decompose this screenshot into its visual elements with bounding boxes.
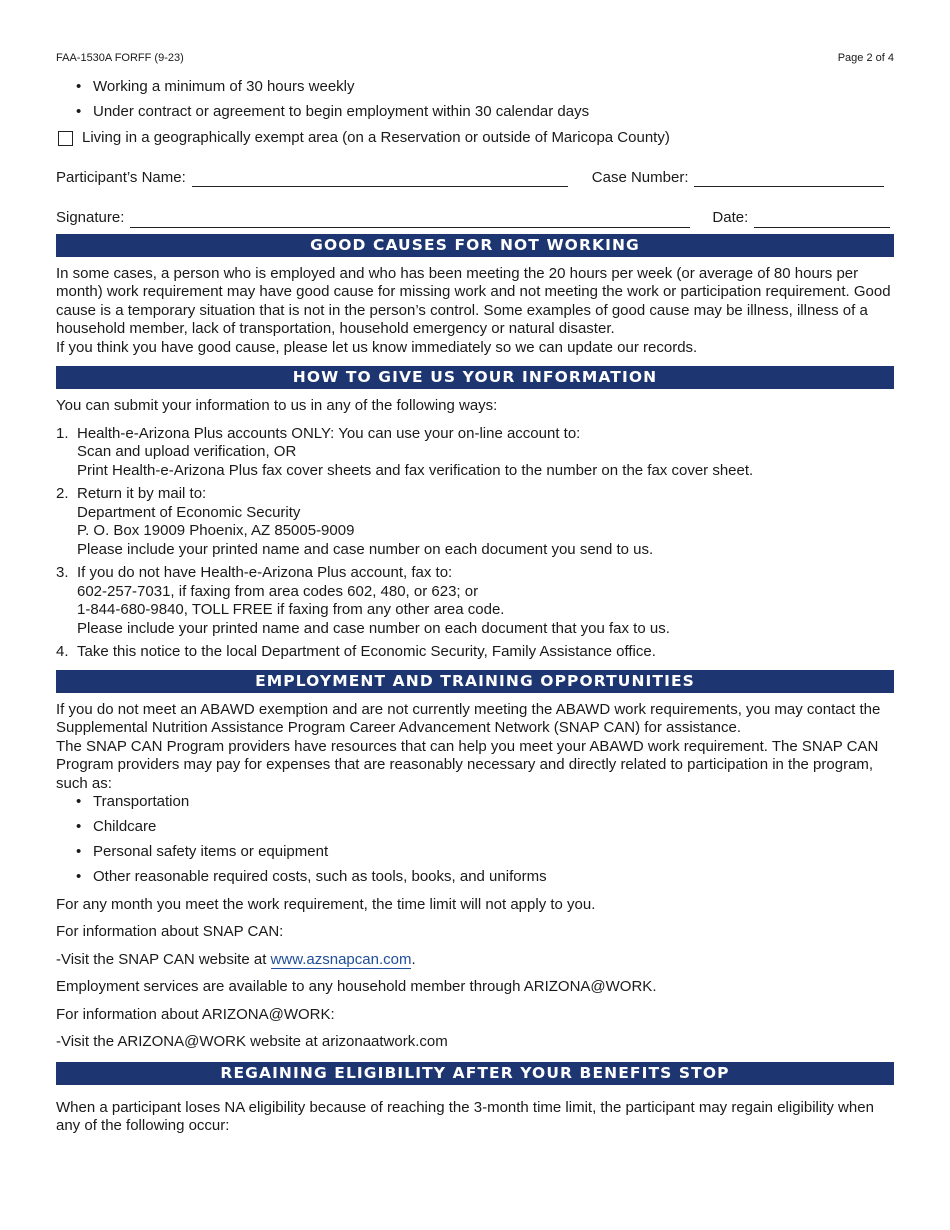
list-item: • Under contract or agreement to begin employment within 30 calendar days [76, 103, 894, 122]
submission-methods [56, 425, 894, 662]
employment-heading: EMPLOYMENT AND TRAINING OPPORTUNITIES [56, 670, 894, 693]
signature-label: Signature: [56, 209, 125, 226]
how-to-intro: You can submit your information to us in any of the following ways: [56, 397, 498, 414]
exemption-bullets [56, 78, 894, 121]
form-id: FAA-1530A FORFF (9-23) [56, 52, 184, 64]
good-causes-heading: GOOD CAUSES FOR NOT WORKING [56, 234, 894, 257]
document-content [56, 78, 894, 1136]
how-to-heading: HOW TO GIVE US YOUR INFORMATION [56, 366, 894, 389]
regaining-heading: REGAINING ELIGIBILITY AFTER YOUR BENEFITS STOP [56, 1062, 894, 1085]
date-field[interactable] [754, 213, 890, 228]
snap-info: For information about SNAP CAN: [56, 923, 284, 940]
signature-date-row [56, 209, 894, 228]
signature-field[interactable] [130, 213, 690, 228]
geographic-exempt-option[interactable] [56, 129, 894, 148]
case-number-field[interactable] [694, 172, 884, 187]
expense-bullets [56, 793, 894, 887]
employment-services: Employment services are available to any household member through ARIZONA@WORK. [56, 978, 657, 995]
list-item: 2. Return it by mail to: Department of Economic Security P. O. Box 19009 Phoenix, AZ 85005-9009 Please include your printed name and case number on each document you send to us. [56, 485, 654, 558]
geographic-exempt-label: Living in a geographically exempt area (on a Reservation or outside of Maricopa County) [82, 129, 670, 146]
regaining-body: When a participant loses NA eligibility because of reaching the 3-month time limit, the participant may regain eligibility when any of the following occur: [56, 1098, 874, 1134]
case-number-label: Case Number: [591, 168, 689, 186]
list-item: • Working a minimum of 30 hours weekly [76, 78, 894, 97]
page-number: Page 2 of 4 [837, 52, 894, 64]
list-item: • Transportation [76, 793, 894, 812]
employment-para-2: The SNAP CAN Program providers have resources that can help you meet your ABAWD work requirement. The SNAP CAN Program providers may pay for expenses that are reasonably necessary and directly related to participation in the program, such as: [56, 737, 879, 792]
arizona-work-info: For information about ARIZONA@WORK: [56, 1005, 335, 1023]
employment-para-1: If you do not meet an ABAWD exemption and are not currently meeting the ABAWD work requirements, you may contact the Supplemental Nutrition Assistance Program Career Advancement Network (SNAP CAN) for assistance. [56, 700, 881, 736]
date-label: Date: [712, 209, 749, 226]
list-item: • Childcare [76, 818, 894, 837]
participant-name-label: Participant’s Name: [56, 168, 186, 186]
arizona-work-visit: -Visit the ARIZONA@WORK website at arizonaatwork.com [56, 1033, 448, 1050]
list-item: 4. Take this notice to the local Department of Economic Security, Family Assistance office. [56, 643, 656, 660]
participant-name-field[interactable] [192, 172, 568, 187]
snap-visit: -Visit the SNAP CAN website at www.azsnapcan.com. [56, 950, 416, 968]
name-case-row [56, 169, 894, 188]
good-causes-body: In some cases, a person who is employed and who has been meeting the 20 hours per week (or average of 80 hours per month) work requirement may have good cause for missing work and not meeting the work or participation requirement. Good cause is a temporary situation that is not in the person’s control. Some examples of good cause may be illness, illness of a household member, lack of transportation, household emergency or natural disaster. [56, 264, 891, 337]
snap-can-link[interactable]: www.azsnapcan.com [270, 950, 412, 968]
good-causes-body-2: If you think you have good cause, please let us know immediately so we can update our records. [56, 338, 698, 356]
list-item: 3. If you do not have Health-e-Arizona Plus account, fax to: 602-257-7031, if faxing from area codes 602, 480, or 623; or 1-844-680-9840, TOLL FREE if faxing from any other area code. Please include your printed name and case number on each document that you fax to us. [56, 564, 670, 637]
list-item: • Other reasonable required costs, such as tools, books, and uniforms [76, 868, 894, 887]
list-item: 1. Health-e-Arizona Plus accounts ONLY: You can use your on-line account to: Scan and upload verification, OR Print Health-e-Arizona Plus fax cover sheets and fax verification to the number on the fax cover sheet. [56, 424, 754, 479]
list-item: • Personal safety items or equipment [76, 843, 894, 862]
geographic-exempt-checkbox[interactable] [58, 131, 73, 146]
month-note: For any month you meet the work requirement, the time limit will not apply to you. [56, 895, 596, 913]
